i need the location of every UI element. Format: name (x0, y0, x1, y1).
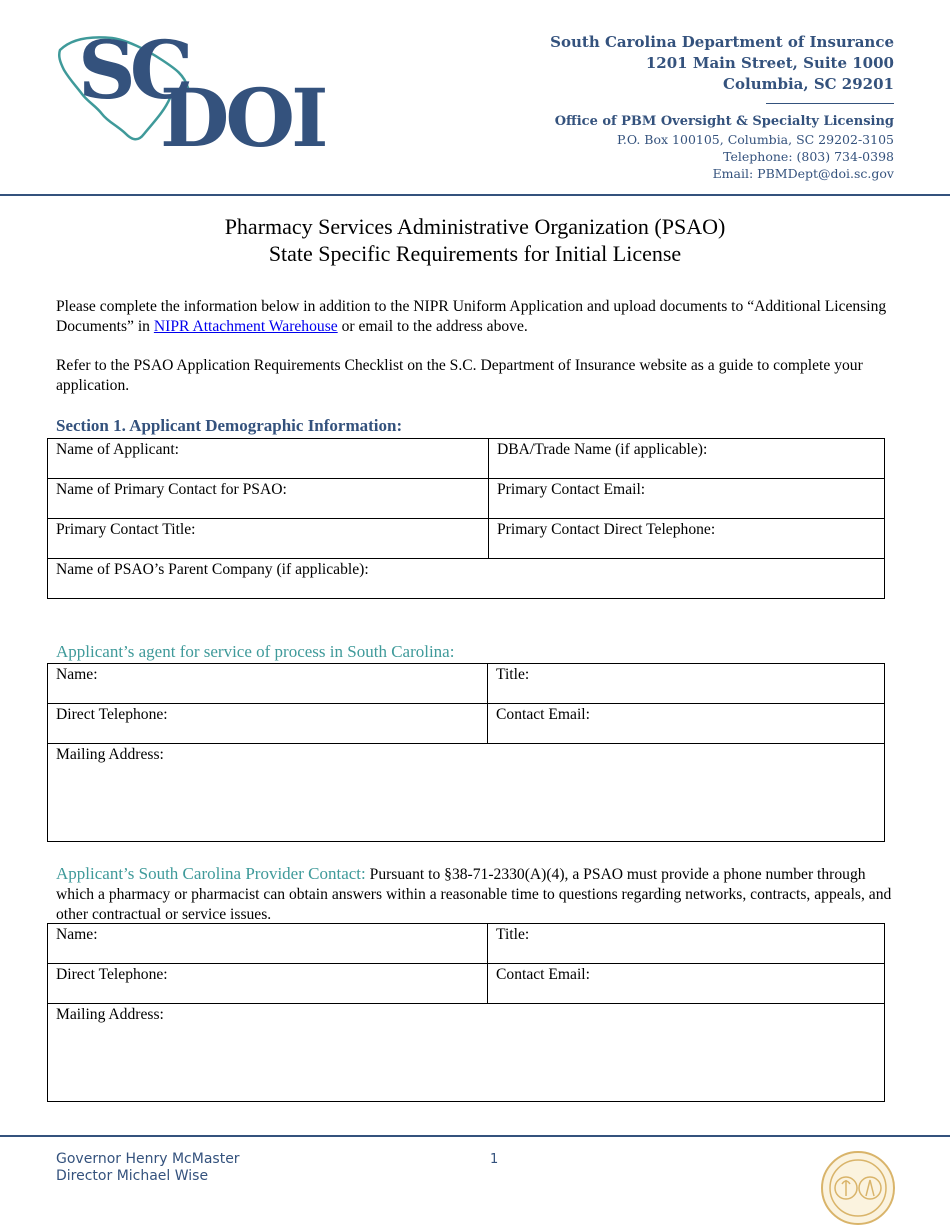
office-email: Email: PBMDept@doi.sc.gov (712, 166, 894, 181)
provider-table (47, 923, 885, 1102)
agent-section-title: Applicant’s agent for service of process in South Carolina: (56, 642, 455, 661)
agent-name-field[interactable]: Name: (48, 664, 488, 704)
provider-section-title: Applicant’s South Carolina Provider Contact: (56, 864, 366, 883)
agent-title-field[interactable]: Title: (488, 664, 885, 704)
footer-officials (56, 1151, 240, 1185)
provider-text: Pursuant to §38-71-2330(A)(4), a PSAO must provide a phone number through which a pharmacy or pharmacist can obtain answers within a reasonable time to questions regarding networks, contracts, appeals, and other contractual or service issues. (56, 866, 892, 923)
agent-email-field[interactable]: Contact Email: (488, 704, 885, 744)
provider-email-field[interactable]: Contact Email: (488, 964, 885, 1004)
parent-company-field[interactable]: Name of PSAO’s Parent Company (if applicable): (48, 559, 885, 599)
provider-paragraph (56, 864, 896, 925)
scdoi-logo (52, 23, 332, 165)
provider-title-field[interactable]: Title: (488, 924, 885, 964)
dba-name-field[interactable]: DBA/Trade Name (if applicable): (489, 439, 885, 479)
agency-street: 1201 Main Street, Suite 1000 (645, 54, 894, 72)
provider-name-field[interactable]: Name: (48, 924, 488, 964)
governor-name: Governor Henry McMaster (56, 1151, 240, 1167)
primary-phone-field[interactable]: Primary Contact Direct Telephone: (489, 519, 885, 559)
refer-paragraph: Refer to the PSAO Application Requirements Checklist on the S.C. Department of Insurance website as a guide to complete your application. (56, 357, 863, 394)
intro-text: Please complete the information below in addition to the NIPR Uniform Application and upload documents to “Additional Licensing Documents” in (56, 298, 887, 335)
title-line-2: State Specific Requirements for Initial License (268, 241, 682, 266)
applicant-name-field[interactable]: Name of Applicant: (48, 439, 489, 479)
logo-sc-text: SC (78, 23, 188, 117)
agent-address-field[interactable]: Mailing Address: (48, 744, 885, 842)
agency-address (550, 32, 894, 182)
header-divider (0, 194, 950, 196)
primary-title-field[interactable]: Primary Contact Title: (48, 519, 489, 559)
page-number: 1 (490, 1152, 499, 1167)
logo-doi-text: DOI (160, 71, 325, 165)
agent-phone-field[interactable]: Direct Telephone: (48, 704, 488, 744)
office-name: Office of PBM Oversight & Specialty Licensing (554, 114, 894, 129)
title-line-1: Pharmacy Services Administrative Organization (PSAO) (224, 214, 726, 239)
nipr-attachment-link[interactable]: NIPR Attachment Warehouse (153, 318, 338, 335)
address-divider (766, 103, 894, 104)
agency-name: South Carolina Department of Insurance (550, 33, 894, 51)
demographic-table (47, 438, 885, 599)
agent-table (47, 663, 885, 842)
director-name: Director Michael Wise (56, 1168, 209, 1184)
section-1-title: Section 1. Applicant Demographic Information: (56, 416, 403, 435)
primary-contact-field[interactable]: Name of Primary Contact for PSAO: (48, 479, 489, 519)
provider-address-field[interactable]: Mailing Address: (48, 1004, 885, 1102)
footer-divider (0, 1135, 950, 1137)
intro-text-after: or email to the address above. (337, 318, 528, 335)
primary-email-field[interactable]: Primary Contact Email: (489, 479, 885, 519)
document-title (0, 213, 950, 267)
provider-phone-field[interactable]: Direct Telephone: (48, 964, 488, 1004)
office-pobox: P.O. Box 100105, Columbia, SC 29202-3105 (616, 132, 894, 147)
agency-city: Columbia, SC 29201 (723, 75, 894, 93)
state-seal-icon (820, 1150, 896, 1226)
intro-paragraph (56, 297, 896, 337)
office-telephone: Telephone: (803) 734-0398 (723, 149, 894, 164)
